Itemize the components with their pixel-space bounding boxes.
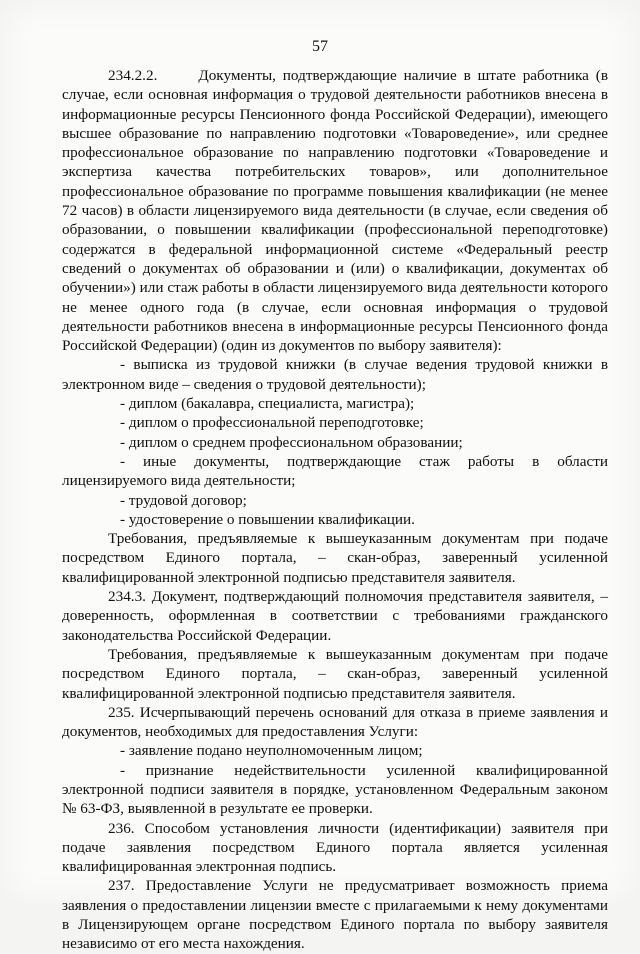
list-item: - диплом (бакалавра, специалиста, магистра);	[120, 395, 415, 413]
paragraph-234-3: 234.3. Документ, подтверждающий полномочия представителя заявителя, – доверенность, оформленная в соответствии с требованиями гражданского законодательства Российской Федерации.	[62, 588, 608, 644]
paragraph-requirements: Требования, предъявляемые к вышеуказанным документам при подаче посредством Единого портала, – скан-образ, заверенный усиленной квалифицированной электронной подписью представителя заявителя.	[62, 645, 608, 702]
list-item: - диплом о профессиональной переподготовке;	[120, 414, 424, 432]
paragraph-236: 236. Способом установления личности (идентификации) заявителя при подаче заявления посредством Единого портала является усиленная квалифицированная электронная подпись.	[62, 819, 608, 876]
document-body	[62, 66, 608, 954]
list-item: - выписка из трудовой книжки (в случае ведения трудовой книжки в электронном виде – сведения о трудовой деятельности);	[62, 356, 608, 393]
list-item: - удостоверение о повышении квалификации.	[120, 510, 415, 528]
page-number: 57	[312, 38, 328, 55]
list-item: - диплом о среднем профессиональном образовании;	[120, 433, 463, 451]
list-item: - заявление подано неуполномоченным лицом;	[120, 742, 423, 760]
paragraph-234-2-2: 234.2.2. Документы, подтверждающие наличие в штате работника (в случае, если основная информация о трудовой деятельности работников внесена в информационные ресурсы Пенсионного фонда Российской Федерации), имеющего высшее образование по направлению подготовки «Товароведение», или среднее профессиональное образование по направлению подготовки «Товароведение и экспертиза качества потребительских товаров», или дополнительное профессиональное образование по программе повышения квалификации (не менее 72 часов) в области лицензируемого вида деятельности (в случае, если сведения об образовании, о повышении квалификации (профессиональной переподготовке) содержатся в федеральной информационной системе «Федеральный реестр сведений о документах об образовании и (или) о квалификации, документах об обучении») или стаж работы в области лицензируемого вида деятельности которого не менее одного года (в случае, если основная информация о трудовой деятельности работников внесена в информационные ресурсы Пенсионного фонда Российской Федерации) (один из документов по выбору заявителя):	[62, 67, 608, 355]
list-item: - трудовой договор;	[120, 491, 247, 509]
paragraph-237: 237. Предоставление Услуги не предусматривает возможность приема заявления о предоставлении лицензии вместе с прилагаемыми к нему документами в Лицензирующем органе посредством Единого портала по выбору заявителя независимо от его места нахождения.	[62, 877, 608, 953]
list-item: - иные документы, подтверждающие стаж работы в области лицензируемого вида деятельности;	[62, 452, 608, 490]
paragraph-requirements: Требования, предъявляемые к вышеуказанным документам при подаче посредством Единого портала, – скан-образ, заверенный усиленной квалифицированной электронной подписью представителя заявителя.	[62, 530, 608, 586]
paragraph-235: 235. Исчерпывающий перечень оснований для отказа в приеме заявления и документов, необходимых для предоставления Услуги:	[62, 703, 608, 741]
list-item: - признание недействительности усиленной квалифицированной электронной подписи заявителя в порядке, установленном Федеральным законом № 63-ФЗ, выявленной в результате ее проверки.	[62, 761, 608, 818]
